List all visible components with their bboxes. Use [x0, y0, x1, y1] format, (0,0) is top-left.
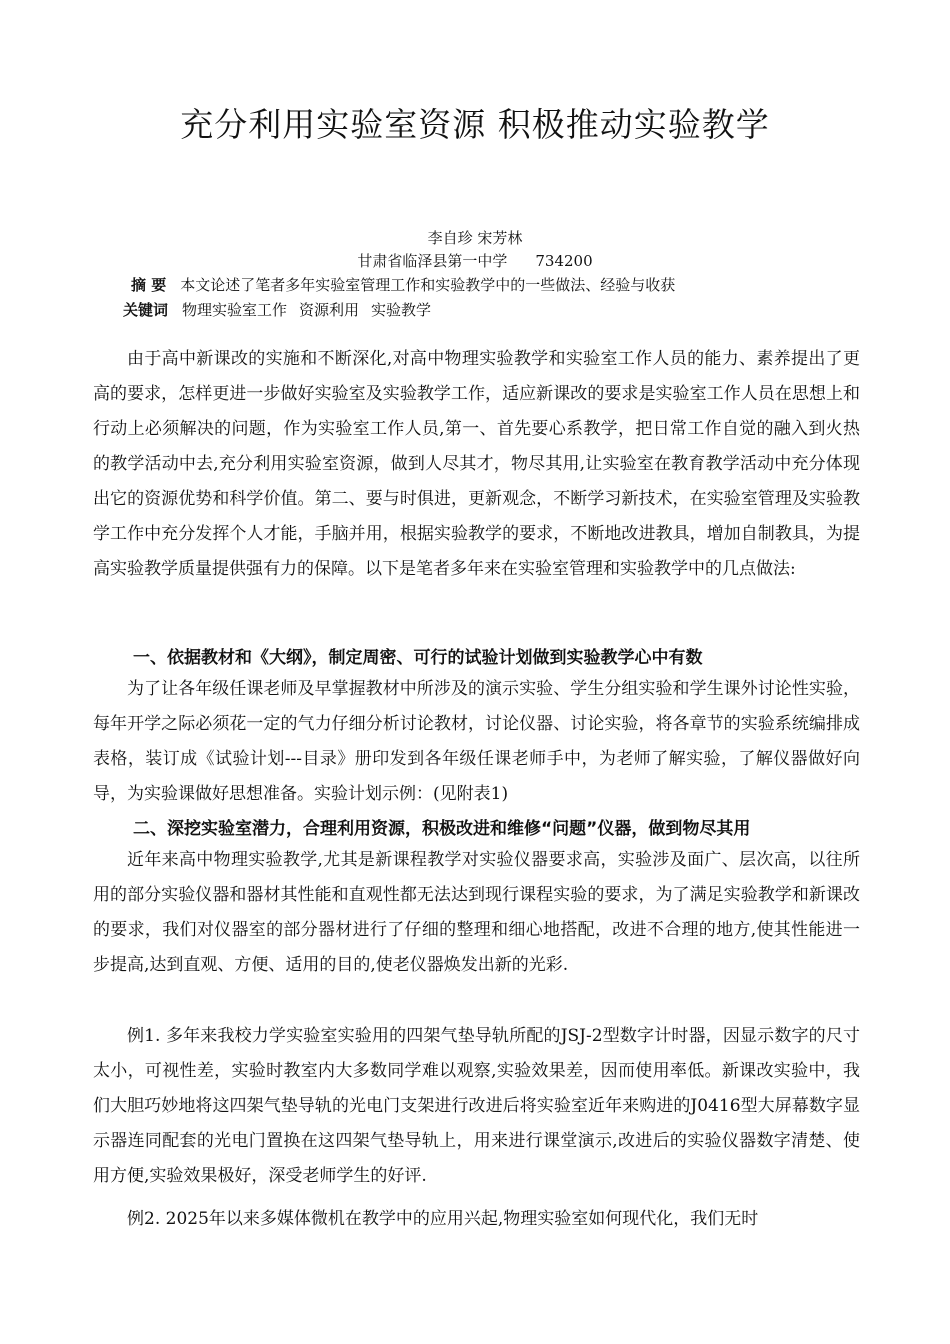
paper-title: 充分利用实验室资源 积极推动实验教学 [180, 105, 770, 144]
keyword-item: 资源利用 [299, 301, 360, 319]
section-2-paragraph: 近年来高中物理实验教学,尤其是新课程教学对实验仪器要求高，实验涉及面广、层次高，以往所用的部分实验仪器和器材其性能和直观性都无法达到现行课程实验的要求，为了满足实验教学和新课改的要求，我们对仪器室的部分器材进行了仔细的整理和细心地搭配，改进不合理的地方,使其性能进一步提高,达到直观、方便、适用的目的,使老仪器焕发出新的光彩. [93, 850, 860, 975]
example-2-block [93, 1202, 860, 1237]
author-line: 李自珍 宋芳林 [427, 229, 523, 247]
intro-block [93, 342, 860, 587]
section-2 [93, 815, 860, 983]
affiliation: 甘肃省临泽县第一中学 [357, 252, 508, 270]
postcode: 734200 [535, 252, 593, 270]
example-1-block [93, 1019, 860, 1194]
keyword-item: 物理实验室工作 [182, 301, 288, 319]
example-1-paragraph: 例1. 多年来我校力学实验室实验用的四架气垫导轨所配的JSJ-2型数字计时器，因显示数字的尺寸太小，可视性差，实验时教室内大多数同学难以观察,实验效果差，因而使用率低。新课改实验中，我们大胆巧妙地将这四架气垫导轨的光电门支架进行改进后将实验室近年来购进的J0416型大屏幕数字显示器连同配套的光电门置换在这四架气垫导轨上，用来进行课堂演示,改进后的实验仪器数字清楚、使用方便,实验效果极好，深受老师学生的好评. [93, 1026, 860, 1186]
keyword-item: 实验教学 [371, 301, 432, 319]
affiliation-line [0, 250, 950, 272]
intro-paragraph: 由于高中新课改的实施和不断深化,对高中物理实验教学和实验室工作人员的能力、素养提出了更高的要求，怎样更进一步做好实验室及实验教学工作，适应新课改的要求是实验室工作人员在思想上和行动上必须解决的问题，作为实验室工作人员,第一、首先要心系教学，把日常工作自觉的融入到火热的教学活动中去,充分利用实验室资源，做到人尽其才，物尽其用,让实验室在教育教学活动中充分体现出它的资源优势和科学价值。第二、要与时俱进，更新观念，不断学习新技术，在实验室管理及实验教学工作中充分发挥个人才能，手脑并用，根据实验教学的要求，不断地改进教具，增加自制教具，为提高实验教学质量提供强有力的保障。以下是笔者多年来在实验室管理和实验教学中的几点做法: [93, 349, 860, 579]
section-1-paragraph: 为了让各年级任课老师及早掌握教材中所涉及的演示实验、学生分组实验和学生课外讨论性实验，每年开学之际必须花一定的气力仔细分析讨论教材，讨论仪器、讨论实验，将各章节的实验系统编排成表格，装订成《试验计划---目录》册印发到各年级任课老师手中，为老师了解实验，了解仪器做好向导，为实验课做好思想准备。实验计划示例：(见附表1) [93, 679, 860, 804]
section-1-heading: 一、依据教材和《大纲》，制定周密、可行的试验计划做到实验教学心中有数 [133, 648, 703, 668]
section-1 [93, 644, 860, 812]
keywords-label: 关键词 [123, 301, 169, 319]
abstract [131, 274, 675, 296]
abstract-label: 摘 要 [131, 276, 167, 294]
keywords [123, 299, 443, 321]
example-2-paragraph: 例2. 2025年以来多媒体微机在教学中的应用兴起,物理实验室如何现代化，我们无时 [127, 1209, 759, 1229]
section-2-heading: 二、深挖实验室潜力，合理利用资源，积极改进和维修“问题”仪器，做到物尽其用 [133, 819, 751, 839]
abstract-text: 本文论述了笔者多年实验室管理工作和实验教学中的一些做法、经验与收获 [180, 276, 676, 294]
